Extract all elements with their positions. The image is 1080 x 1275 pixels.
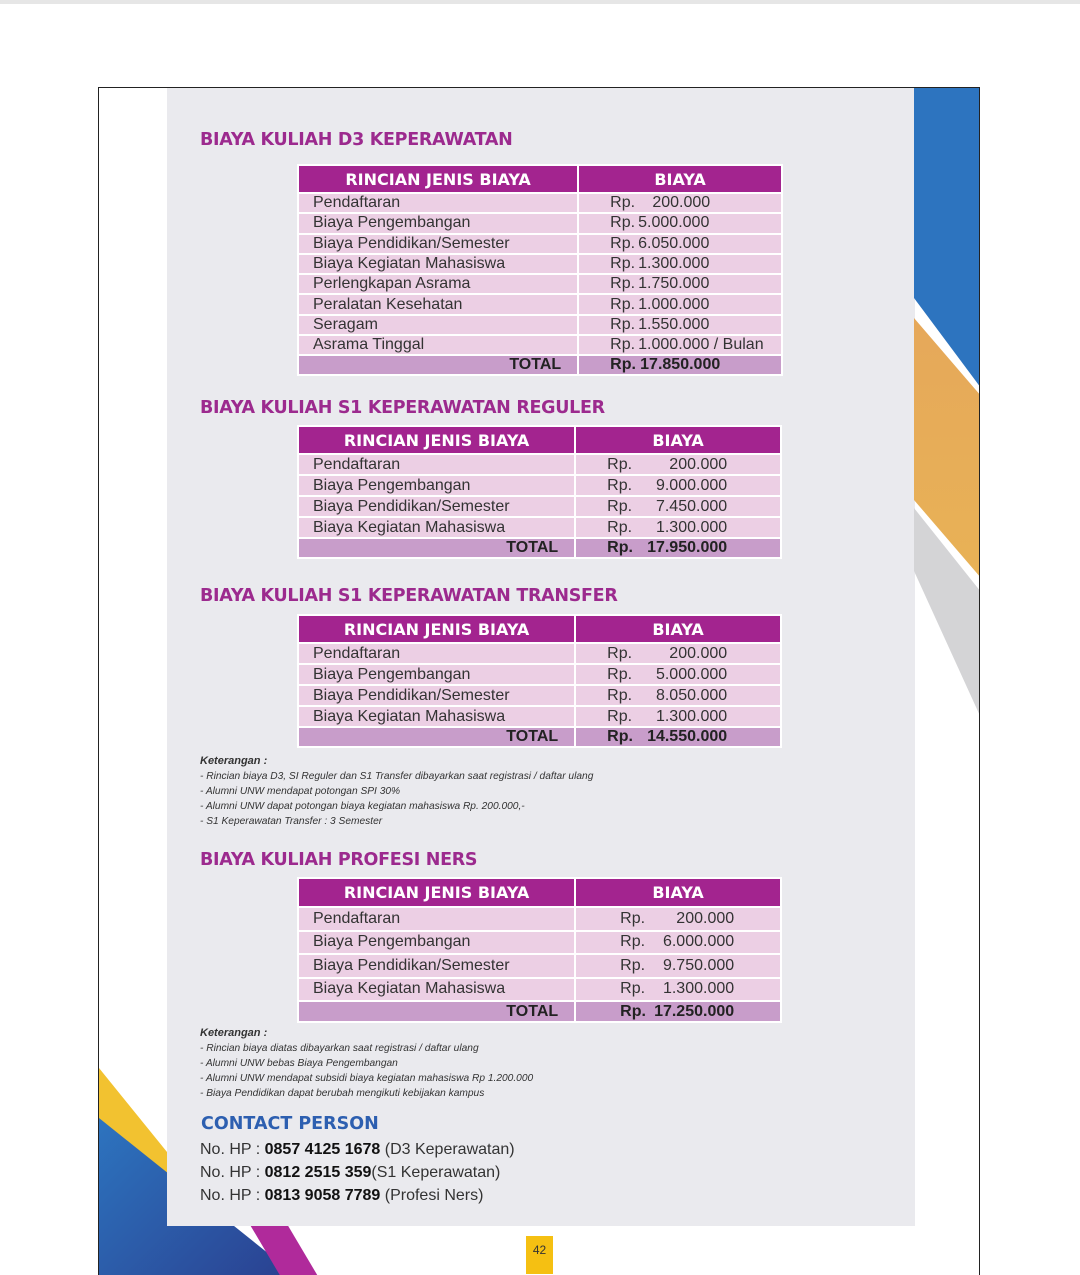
column-header-cost: BIAYA	[576, 879, 780, 906]
top-divider	[0, 0, 1080, 4]
row-value: Rp. 7.450.000	[576, 497, 780, 516]
table-total-row	[299, 539, 780, 557]
fee-table-s1-transfer	[297, 614, 782, 748]
row-value: Rp. 1.300.000	[576, 979, 780, 1001]
row-value: Rp. 8.050.000	[576, 686, 780, 705]
section-title-s1-reguler: BIAYA KULIAH S1 KEPERAWATAN REGULER	[200, 398, 605, 418]
contact-phone-number[interactable]: 0812 2515 359	[264, 1164, 372, 1181]
row-label: Pendaftaran	[299, 644, 574, 663]
row-value: Rp. 5.000.000	[576, 665, 780, 684]
contact-label: No. HP :	[200, 1164, 265, 1181]
row-value: Rp. 1.000.000	[579, 295, 781, 313]
table-row	[299, 497, 780, 516]
total-label: TOTAL	[299, 728, 574, 746]
row-label: Biaya Pendidikan/Semester	[299, 955, 574, 977]
table-row	[299, 214, 781, 232]
contact-title: CONTACT PERSON	[201, 1114, 379, 1134]
row-label: Peralatan Kesehatan	[299, 295, 577, 313]
note-item: - Alumni UNW mendapat subsidi biaya kegiatan mahasiswa Rp 1.200.000	[200, 1073, 534, 1084]
row-value: Rp. 6.000.000	[576, 932, 780, 954]
row-value: Rp. 1.300.000	[576, 518, 780, 537]
row-label: Biaya Pengembangan	[299, 665, 574, 684]
row-value: Rp. 200.000	[579, 194, 781, 212]
table-row	[299, 295, 781, 313]
row-label: Biaya Pengembangan	[299, 214, 577, 232]
total-label: TOTAL	[299, 356, 577, 374]
note-item: - Alumni UNW mendapat potongan SPI 30%	[200, 786, 401, 797]
column-header-item: RINCIAN JENIS BIAYA	[299, 427, 574, 453]
total-value: Rp. 14.550.000	[576, 728, 780, 746]
notes-block-1	[200, 754, 593, 829]
total-value: Rp. 17.250.000	[576, 1002, 780, 1021]
table-row	[299, 255, 781, 273]
table-row	[299, 932, 780, 954]
contact-entry	[200, 1184, 515, 1207]
row-value: Rp. 6.050.000	[579, 235, 781, 253]
table-header	[299, 879, 780, 906]
note-item: - Rincian biaya diatas dibayarkan saat registrasi / daftar ulang	[200, 1043, 479, 1054]
row-value: Rp. 9.750.000	[576, 955, 780, 977]
table-row	[299, 665, 780, 684]
table-total-row	[299, 728, 780, 746]
table-row	[299, 455, 780, 474]
row-label: Pendaftaran	[299, 908, 574, 930]
row-label: Biaya Pengembangan	[299, 932, 574, 954]
table-header	[299, 427, 780, 453]
contact-program: (D3 Keperawatan)	[380, 1141, 515, 1158]
total-value: Rp. 17.850.000	[579, 356, 781, 374]
section-title-s1-transfer: BIAYA KULIAH S1 KEPERAWATAN TRANSFER	[200, 586, 618, 606]
row-value: Rp. 9.000.000	[576, 476, 780, 495]
row-label: Seragam	[299, 316, 577, 334]
table-total-row	[299, 356, 781, 374]
table-row	[299, 979, 780, 1001]
row-label: Biaya Pendidikan/Semester	[299, 686, 574, 705]
contact-program: (Profesi Ners)	[380, 1187, 484, 1204]
contact-phone-number[interactable]: 0813 9058 7789	[264, 1187, 381, 1204]
table-row	[299, 686, 780, 705]
row-value: Rp. 1.750.000	[579, 275, 781, 293]
row-label: Pendaftaran	[299, 194, 577, 212]
notes-title: Keterangan :	[200, 755, 268, 767]
row-label: Biaya Kegiatan Mahasiswa	[299, 979, 574, 1001]
fee-table-profesi-ners	[297, 877, 782, 1023]
fee-table-d3	[297, 164, 783, 376]
notes-title: Keterangan :	[200, 1027, 268, 1039]
page-number-badge: 42	[526, 1236, 553, 1274]
row-label: Biaya Pendidikan/Semester	[299, 497, 574, 516]
contact-program: (S1 Keperawatan)	[371, 1164, 501, 1181]
table-header	[299, 166, 781, 192]
table-row	[299, 644, 780, 663]
note-item: - Biaya Pendidikan dapat berubah mengikuti kebijakan kampus	[200, 1088, 485, 1099]
section-title-profesi-ners: BIAYA KULIAH PROFESI NERS	[200, 850, 478, 870]
row-value: Rp. 1.300.000	[576, 707, 780, 726]
table-row	[299, 316, 781, 334]
table-row	[299, 235, 781, 253]
table-row	[299, 476, 780, 495]
row-label: Biaya Pengembangan	[299, 476, 574, 495]
column-header-cost: BIAYA	[579, 166, 781, 192]
row-label: Pendaftaran	[299, 455, 574, 474]
contact-entry	[200, 1138, 515, 1161]
row-value: Rp. 200.000	[576, 644, 780, 663]
contact-phone-number[interactable]: 0857 4125 1678	[264, 1141, 381, 1158]
table-row	[299, 275, 781, 293]
row-label: Asrama Tinggal	[299, 336, 577, 354]
row-value: Rp. 1.000.000 / Bulan	[579, 336, 781, 354]
note-item: - Alumni UNW dapat potongan biaya kegiatan mahasiswa Rp. 200.000,-	[200, 801, 525, 812]
row-value: Rp. 200.000	[576, 455, 780, 474]
total-label: TOTAL	[299, 539, 574, 557]
row-value: Rp. 1.300.000	[579, 255, 781, 273]
column-header-item: RINCIAN JENIS BIAYA	[299, 879, 574, 906]
table-total-row	[299, 1002, 780, 1021]
row-value: Rp. 5.000.000	[579, 214, 781, 232]
table-row	[299, 336, 781, 354]
note-item: - Alumni UNW bebas Biaya Pengembangan	[200, 1058, 398, 1069]
note-item: - S1 Keperawatan Transfer : 3 Semester	[200, 816, 383, 827]
notes-block-2	[200, 1026, 533, 1101]
table-row	[299, 707, 780, 726]
total-value: Rp. 17.950.000	[576, 539, 780, 557]
contact-label: No. HP :	[200, 1141, 265, 1158]
contact-entry	[200, 1161, 515, 1184]
fee-table-s1-reguler	[297, 425, 782, 559]
row-label: Biaya Pendidikan/Semester	[299, 235, 577, 253]
column-header-item: RINCIAN JENIS BIAYA	[299, 166, 577, 192]
row-label: Biaya Kegiatan Mahasiswa	[299, 518, 574, 537]
contact-list	[200, 1138, 515, 1207]
row-label: Biaya Kegiatan Mahasiswa	[299, 707, 574, 726]
note-item: - Rincian biaya D3, SI Reguler dan S1 Transfer dibayarkan saat registrasi / daftar ulang	[200, 771, 594, 782]
table-header	[299, 616, 780, 642]
row-label: Biaya Kegiatan Mahasiswa	[299, 255, 577, 273]
section-title-d3: BIAYA KULIAH D3 KEPERAWATAN	[200, 130, 513, 150]
row-value: Rp. 200.000	[576, 908, 780, 930]
table-row	[299, 908, 780, 930]
row-value: Rp. 1.550.000	[579, 316, 781, 334]
table-row	[299, 518, 780, 537]
row-label: Perlengkapan Asrama	[299, 275, 577, 293]
column-header-cost: BIAYA	[576, 616, 780, 642]
total-label: TOTAL	[299, 1002, 574, 1021]
contact-label: No. HP :	[200, 1187, 265, 1204]
table-row	[299, 194, 781, 212]
table-row	[299, 955, 780, 977]
column-header-item: RINCIAN JENIS BIAYA	[299, 616, 574, 642]
column-header-cost: BIAYA	[576, 427, 780, 453]
